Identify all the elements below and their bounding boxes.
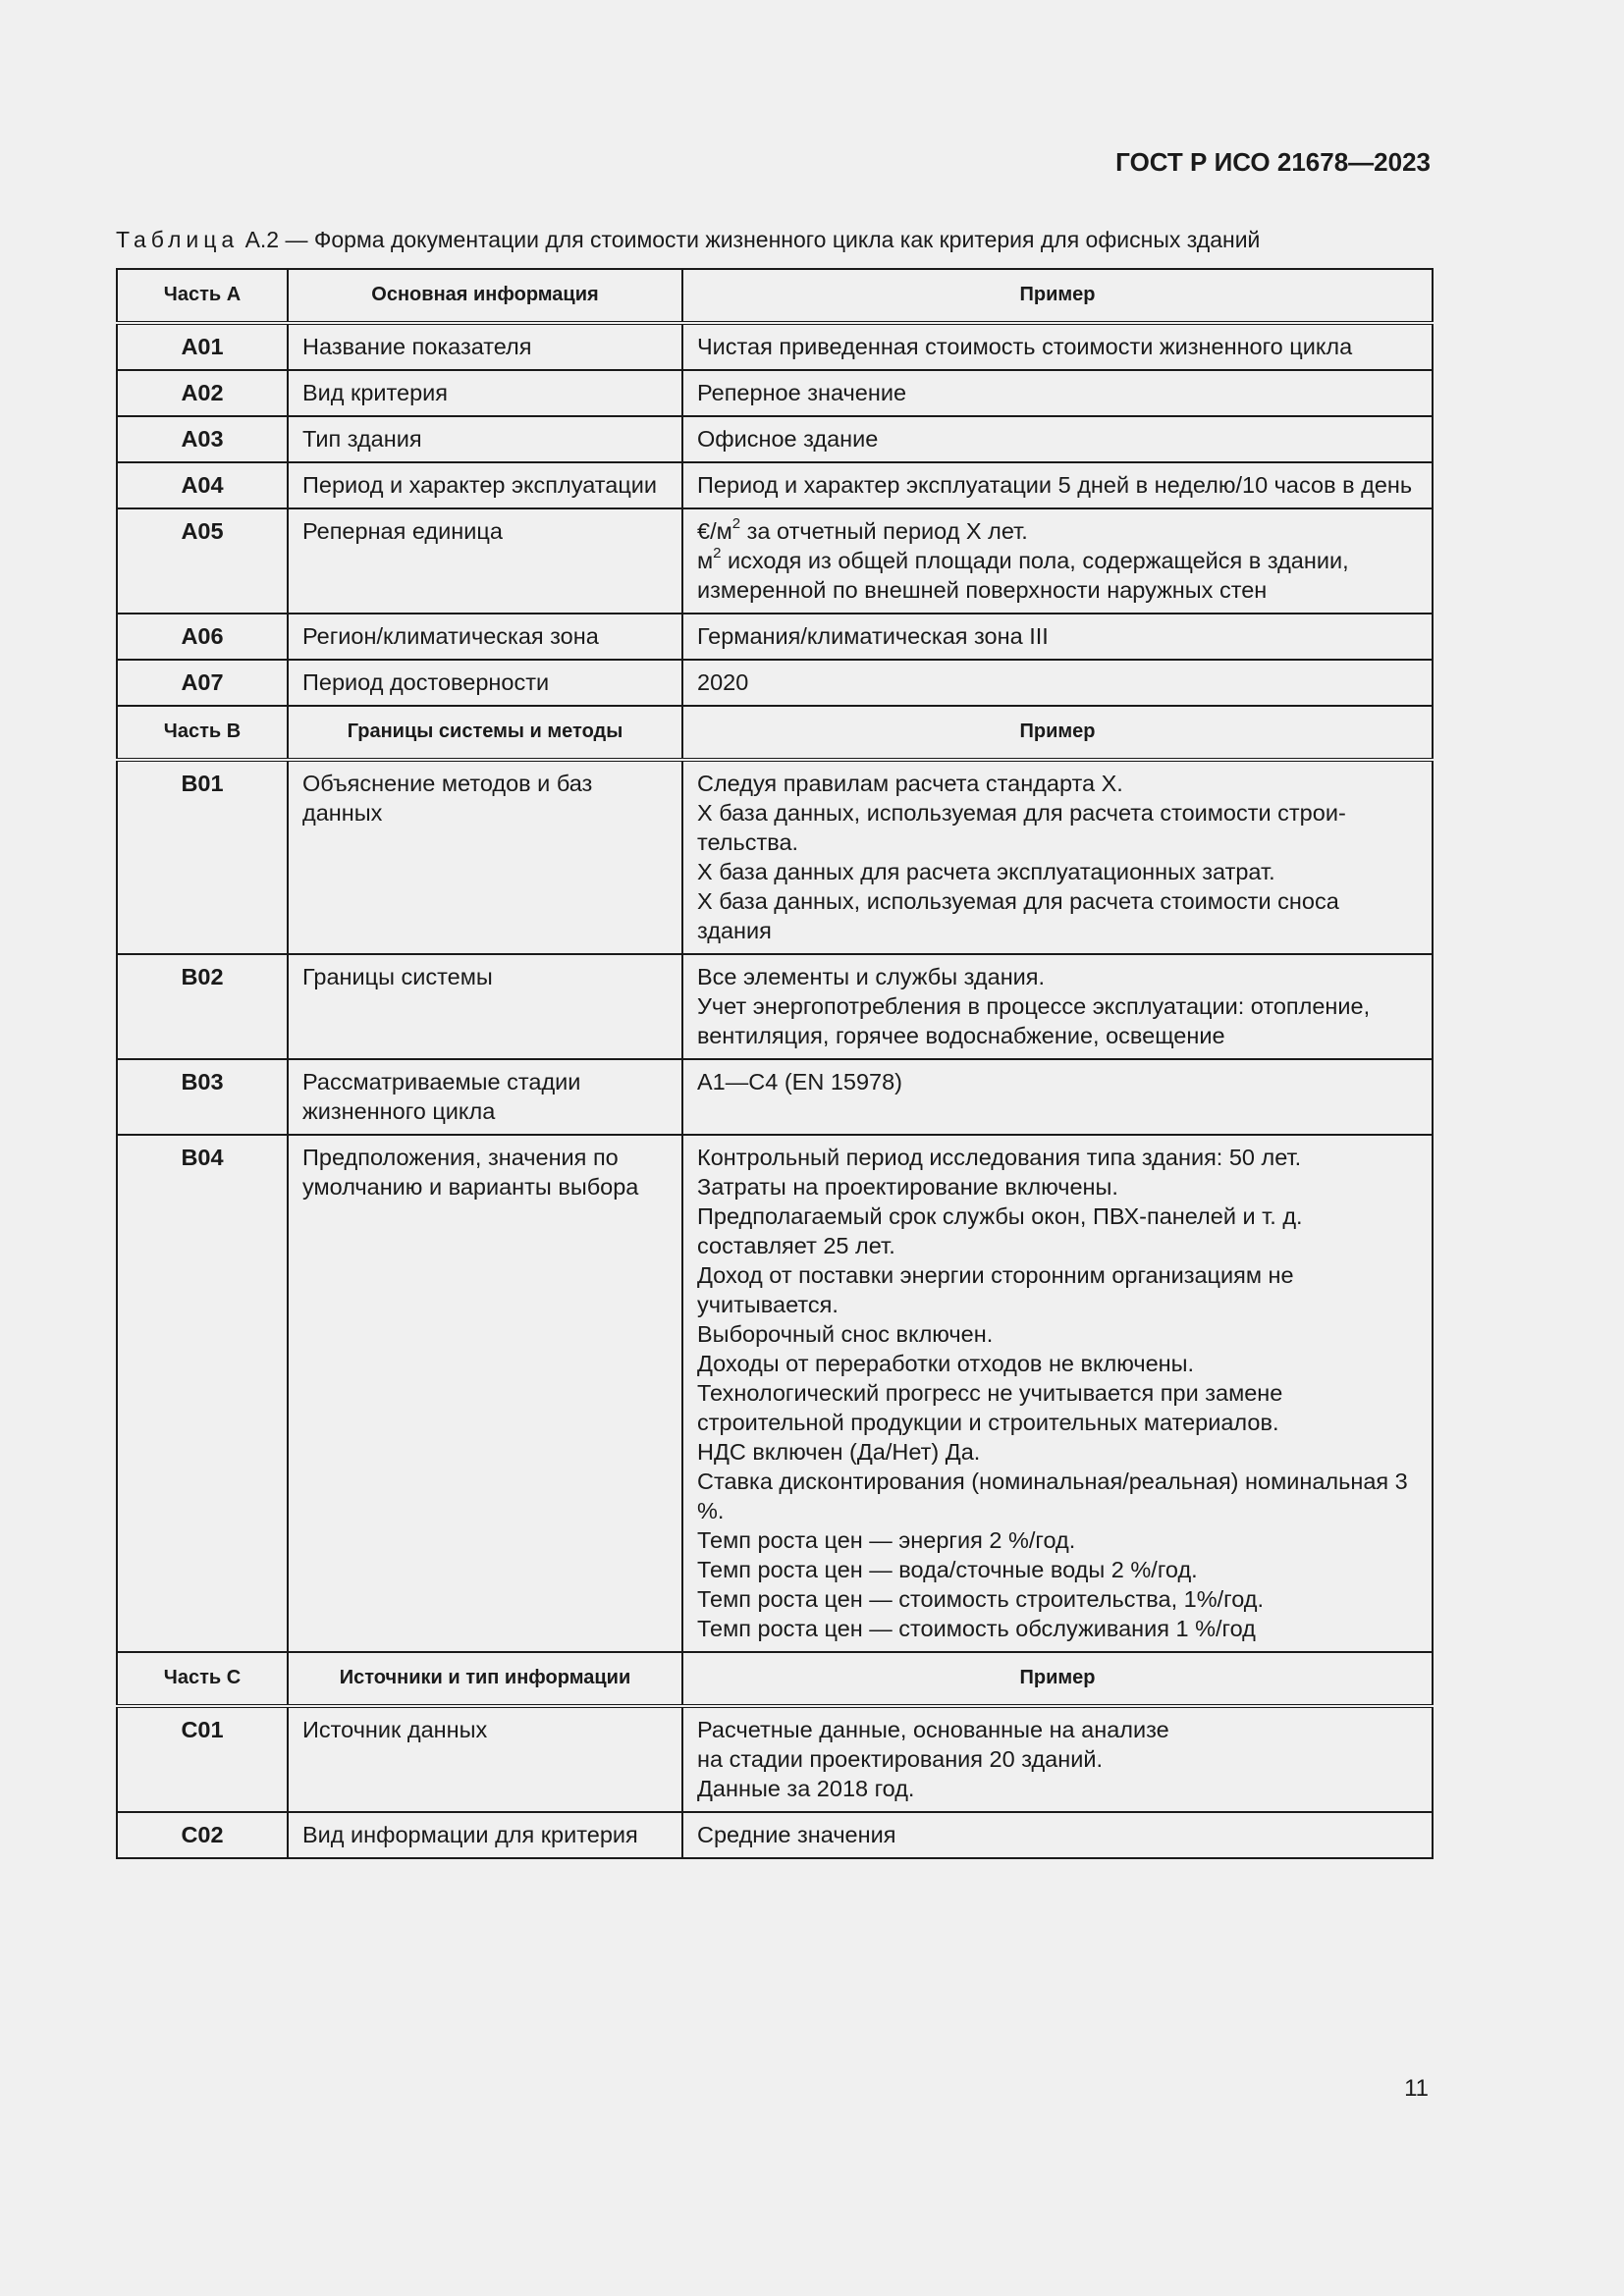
row-example (682, 370, 1433, 416)
part-header-cell: Основная информация (288, 269, 682, 323)
row-code: А03 (117, 416, 288, 462)
row-name: Вид информации для критерия (288, 1812, 682, 1858)
part-header-cell: Пример (682, 706, 1433, 760)
row-example (682, 416, 1433, 462)
row-example (682, 1812, 1433, 1858)
row-name: Рассматриваемые стадии жизненного цикла (288, 1059, 682, 1135)
row-code: А05 (117, 508, 288, 614)
caption-text: А.2 — Форма документации для стоимости жизненного цикла как критерия для офисных зданий (239, 227, 1261, 252)
row-example (682, 954, 1433, 1059)
part-header-cell: Часть А (117, 269, 288, 323)
row-name: Тип здания (288, 416, 682, 462)
row-code: А01 (117, 323, 288, 370)
table-row (117, 370, 1433, 416)
document-id: ГОСТ Р ИСО 21678—2023 (1115, 147, 1431, 177)
example-line: Германия/климатическая зона III (697, 623, 1049, 649)
table-row (117, 1059, 1433, 1135)
unit-text: м (697, 548, 714, 573)
row-code: В02 (117, 954, 288, 1059)
part-header-cell: Источники и тип информации (288, 1652, 682, 1706)
example-line: Офисное здание (697, 426, 879, 452)
table-row (117, 462, 1433, 508)
unit-text: исходя из общей площади пола, содержащейся в здании, измеренной по внешней поверхности наружных стен (697, 548, 1349, 603)
row-name: Период достоверности (288, 660, 682, 706)
unit-text: за отчетный период Х лет. (740, 518, 1028, 544)
example-line (697, 546, 1418, 605)
row-example (682, 323, 1433, 370)
example-line: Доходы от переработки отходов не включены. (697, 1351, 1195, 1376)
example-line: Темп роста цен — стоимость строительства, 1%/год. (697, 1586, 1264, 1612)
part-b-header (117, 706, 1433, 760)
row-name: Источник данных (288, 1706, 682, 1812)
row-code: А07 (117, 660, 288, 706)
table-caption (116, 227, 1260, 253)
part-header-cell: Границы системы и методы (288, 706, 682, 760)
example-line: Период и характер эксплуатации 5 дней в неделю/10 часов в день (697, 472, 1413, 498)
part-header-cell: Часть С (117, 1652, 288, 1706)
row-code: С01 (117, 1706, 288, 1812)
example-line: Х база данных для расчета эксплуатационных затрат. (697, 859, 1275, 884)
table-row (117, 954, 1433, 1059)
page-number: 11 (1404, 2075, 1429, 2102)
row-example (682, 614, 1433, 660)
example-line: Реперное значение (697, 380, 907, 405)
example-line: Темп роста цен — стоимость обслуживания 1 %/год (697, 1616, 1256, 1641)
table-row (117, 1135, 1433, 1652)
example-line: НДС включен (Да/Нет) Да. (697, 1439, 981, 1465)
example-line: Чистая приведенная стоимость стоимости жизненного цикла (697, 334, 1353, 359)
example-line: Учет энергопотребления в процессе эксплуатации: отопление, вентиляция, горячее водоснабжение, освещение (697, 993, 1371, 1048)
example-line: Х база данных, используемая для расчета стоимости строительства. (697, 800, 1346, 855)
row-example (682, 660, 1433, 706)
part-a-header (117, 269, 1433, 323)
example-line (697, 516, 1418, 546)
example-line: на стадии проектирования 20 зданий. (697, 1746, 1104, 1772)
example-line: А1—С4 (EN 15978) (697, 1069, 902, 1095)
row-example (682, 1059, 1433, 1135)
example-line: Доход от поставки энергии сторонним организациям не учитывается. (697, 1262, 1294, 1317)
row-example (682, 760, 1433, 954)
table-row (117, 416, 1433, 462)
caption-prefix: Таблица (116, 227, 240, 252)
example-line: Контрольный период исследования типа здания: 50 лет. (697, 1145, 1302, 1170)
lcc-documentation-table (116, 268, 1434, 1859)
row-code: А04 (117, 462, 288, 508)
example-line: Х база данных, используемая для расчета стоимости сноса здания (697, 888, 1339, 943)
example-line: Следуя правилам расчета стандарта Х. (697, 771, 1123, 796)
example-line: Все элементы и службы здания. (697, 964, 1046, 989)
row-code: А06 (117, 614, 288, 660)
part-c-header (117, 1652, 1433, 1706)
table-row (117, 508, 1433, 614)
part-header-cell: Пример (682, 1652, 1433, 1706)
example-line: Данные за 2018 год. (697, 1776, 915, 1801)
row-example (682, 1706, 1433, 1812)
row-example (682, 1135, 1433, 1652)
row-name: Реперная единица (288, 508, 682, 614)
table-row (117, 760, 1433, 954)
row-name: Границы системы (288, 954, 682, 1059)
part-header-cell: Пример (682, 269, 1433, 323)
row-name: Период и характер эксплуатации (288, 462, 682, 508)
row-name: Вид критерия (288, 370, 682, 416)
superscript: 2 (713, 545, 722, 562)
row-code: С02 (117, 1812, 288, 1858)
part-header-cell: Часть В (117, 706, 288, 760)
row-code: В01 (117, 760, 288, 954)
row-code: В03 (117, 1059, 288, 1135)
row-example (682, 462, 1433, 508)
table-row (117, 323, 1433, 370)
example-line: Темп роста цен — энергия 2 %/год. (697, 1527, 1076, 1553)
row-example (682, 508, 1433, 614)
row-code: А02 (117, 370, 288, 416)
row-name: Объяснение методов и баз данных (288, 760, 682, 954)
table-row (117, 1706, 1433, 1812)
example-line: 2020 (697, 669, 749, 695)
table-row (117, 614, 1433, 660)
row-code: В04 (117, 1135, 288, 1652)
row-name: Регион/климатическая зона (288, 614, 682, 660)
row-name: Предположения, значения по умолчанию и варианты выбора (288, 1135, 682, 1652)
example-line: Технологический прогресс не учитывается при замене строительной продукции и строительных материалов. (697, 1380, 1283, 1435)
example-line: Темп роста цен — вода/сточные воды 2 %/год. (697, 1557, 1198, 1582)
example-line: Ставка дисконтирования (номинальная/реальная) номинальная 3 %. (697, 1468, 1408, 1523)
row-name: Название показателя (288, 323, 682, 370)
superscript: 2 (731, 515, 741, 533)
table-row (117, 660, 1433, 706)
example-line: Выборочный снос включен. (697, 1321, 994, 1347)
example-line: Расчетные данные, основанные на анализе (697, 1717, 1169, 1742)
example-line: Затраты на проектирование включены. (697, 1174, 1118, 1200)
example-line: Предполагаемый срок службы окон, ПВХ-панелей и т. д. составляет 25 лет. (697, 1203, 1303, 1258)
table-row (117, 1812, 1433, 1858)
unit-text: €/м (697, 518, 732, 544)
example-line: Средние значения (697, 1822, 896, 1847)
